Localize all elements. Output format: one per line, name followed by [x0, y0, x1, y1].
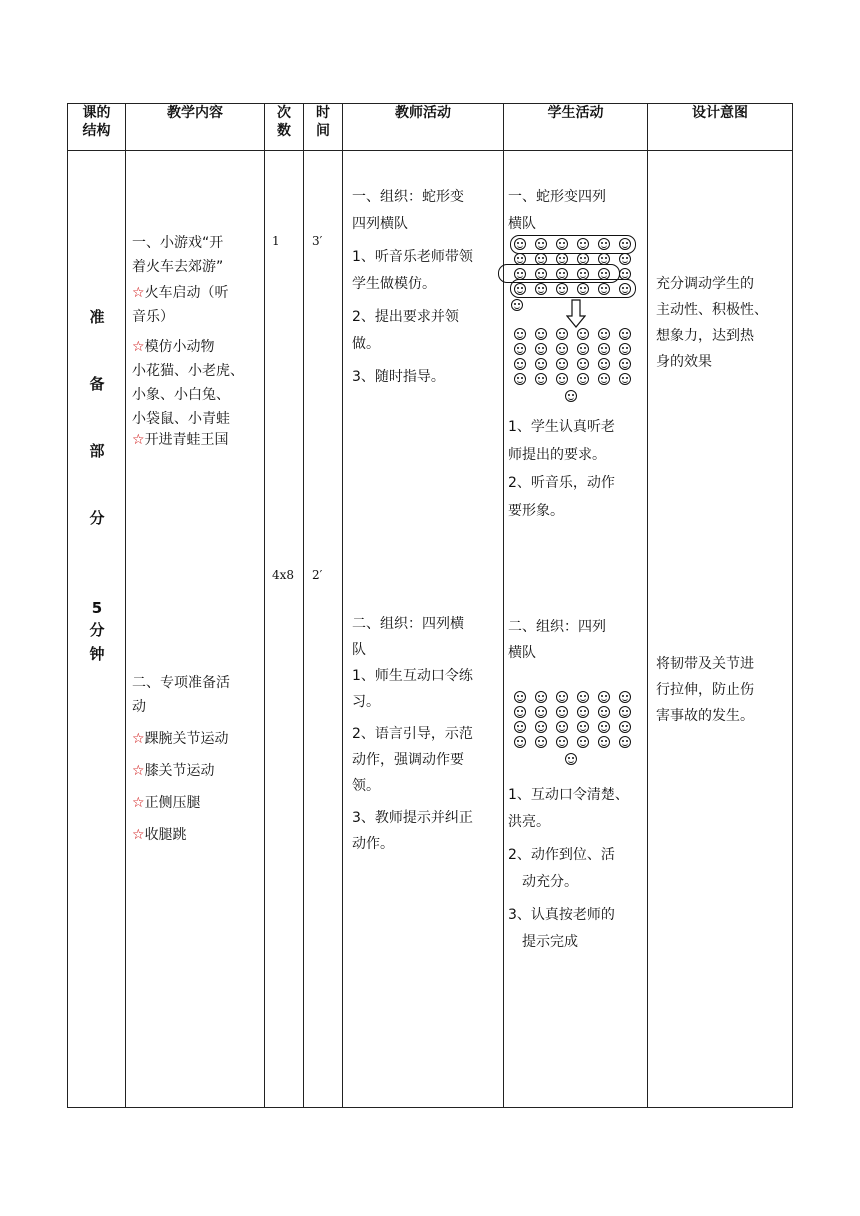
student-face-icon [535, 328, 547, 340]
design-line: 身的效果 [656, 354, 712, 370]
student-face-icon [556, 238, 568, 250]
design-line: 充分调动学生的 [656, 276, 754, 292]
student-face-icon [598, 706, 610, 718]
part1-item: 小袋鼠、小青蛙 [132, 411, 230, 427]
student-face-icon [535, 706, 547, 718]
structure-cell [68, 151, 126, 1108]
header-design: 设计意图 [648, 104, 793, 151]
teacher-item: 学生做模仿。 [352, 276, 436, 292]
content-cell [126, 151, 265, 1108]
student-face-icon [577, 343, 589, 355]
student-org: 二、组织：四列 [508, 619, 606, 635]
part1-title: 一、小游戏“开 [132, 235, 224, 251]
student-part1-items [508, 413, 648, 525]
student-face-icon [619, 253, 631, 265]
duration-number: 5 [91, 599, 103, 617]
four-row-faces [514, 691, 631, 748]
student-face-icon [619, 691, 631, 703]
count-value: 1 [272, 234, 280, 248]
student-cell [504, 151, 648, 1108]
teacher-item: 领。 [352, 778, 380, 794]
student-face-icon [598, 268, 610, 280]
student-face-icon [598, 253, 610, 265]
student-face-icon [598, 736, 610, 748]
student-face-icon [619, 358, 631, 370]
student-face-icon [556, 268, 568, 280]
header-row [68, 104, 793, 151]
student-face-icon [577, 358, 589, 370]
teacher-item: 动作，强调动作要 [352, 752, 464, 768]
teacher-cell [343, 151, 504, 1108]
student-face-icon [535, 691, 547, 703]
student-org: 一、蛇形变四列 [508, 189, 606, 205]
design-line: 想象力，达到热 [656, 328, 754, 344]
student-face-icon [556, 373, 568, 385]
structure-char: 备 [89, 375, 105, 393]
header-teacher: 教师活动 [343, 104, 504, 151]
content-part1 [132, 231, 264, 452]
part1-item: ☆开进青蛙王国 [132, 432, 229, 448]
student-face-icon [577, 706, 589, 718]
student-face-icon [577, 721, 589, 733]
student-face-icon [556, 253, 568, 265]
student-face-icon [535, 736, 547, 748]
part2-title: 二、专项准备活 [132, 675, 230, 691]
count-cell [265, 151, 304, 1108]
teacher-item: 动作。 [352, 836, 394, 852]
student-face-icon [556, 721, 568, 733]
part2-title: 动 [132, 699, 146, 715]
part1-title: 着火车去郊游” [132, 259, 224, 275]
teacher-item: 2、语言引导，示范 [352, 726, 473, 742]
student-face-icon [619, 706, 631, 718]
arrow-down-icon [566, 299, 586, 329]
teacher-face-icon [565, 753, 577, 765]
header-content: 教学内容 [126, 104, 265, 151]
student-face-icon [598, 358, 610, 370]
snake-faces [514, 238, 631, 295]
student-face-icon [556, 328, 568, 340]
header-time: 时间 [304, 104, 343, 151]
part1-item: 小花猫、小老虎、 [132, 363, 244, 379]
student-face-icon [577, 328, 589, 340]
student-part1-org [508, 184, 646, 238]
student-face-icon [514, 736, 526, 748]
teacher-org: 队 [352, 642, 366, 658]
time-value: 2′ [312, 568, 323, 582]
design-line: 将韧带及关节进 [656, 656, 754, 672]
part2-item: ☆收腿跳 [132, 827, 187, 843]
student-face-icon [577, 736, 589, 748]
time-cell [304, 151, 343, 1108]
student-face-icon [598, 691, 610, 703]
count-value: 4x8 [272, 568, 295, 582]
teacher-item: 1、师生互动口令练 [352, 668, 473, 684]
student-item: 1、互动口令清楚、 [508, 787, 629, 803]
student-face-icon [535, 238, 547, 250]
student-org: 横队 [508, 645, 536, 661]
student-face-icon [511, 299, 523, 311]
star-icon: ☆ [132, 763, 145, 779]
student-face-icon [598, 328, 610, 340]
student-part2-org [508, 614, 646, 666]
student-item: 要形象。 [508, 503, 564, 519]
prep-section-row [68, 151, 793, 1108]
student-org: 横队 [508, 216, 536, 232]
student-face-icon [619, 343, 631, 355]
structure-char: 部 [89, 442, 105, 460]
design-cell [648, 151, 793, 1108]
design-line: 主动性、积极性、 [656, 302, 768, 318]
student-face-icon [556, 706, 568, 718]
teacher-item: 3、教师提示并纠正 [352, 810, 473, 826]
student-face-icon [619, 238, 631, 250]
student-face-icon [619, 736, 631, 748]
teacher-org: 二、组织：四列横 [352, 616, 464, 632]
student-face-icon [514, 343, 526, 355]
teacher-org: 一、组织：蛇形变 [352, 189, 464, 205]
student-face-icon [535, 343, 547, 355]
four-row-formation-diagram [504, 691, 648, 771]
student-face-icon [556, 358, 568, 370]
student-part2-items [508, 782, 648, 956]
student-face-icon [514, 283, 526, 295]
student-face-icon [556, 343, 568, 355]
design-part1 [656, 271, 792, 375]
part1-item: ☆火车启动（听 [132, 285, 229, 301]
teacher-org: 四列横队 [352, 216, 408, 232]
star-icon: ☆ [132, 432, 145, 448]
student-face-icon [598, 721, 610, 733]
student-face-icon [514, 721, 526, 733]
structure-char: 分 [89, 509, 105, 527]
student-face-icon [577, 253, 589, 265]
student-face-icon [619, 268, 631, 280]
student-face-icon [619, 283, 631, 295]
student-item: 提示完成 [522, 934, 578, 950]
header-structure: 课的结构 [68, 104, 126, 151]
duration-char: 钟 [89, 645, 105, 663]
student-face-icon [577, 268, 589, 280]
header-count: 次数 [265, 104, 304, 151]
star-icon: ☆ [132, 827, 145, 843]
student-face-icon [577, 691, 589, 703]
student-face-icon [577, 238, 589, 250]
teacher-item: 3、随时指导。 [352, 369, 445, 385]
student-face-icon [556, 736, 568, 748]
student-item: 师提出的要求。 [508, 447, 606, 463]
lesson-plan-table [67, 103, 793, 1108]
student-face-icon [556, 691, 568, 703]
student-face-icon [514, 253, 526, 265]
student-face-icon [556, 283, 568, 295]
student-face-icon [535, 721, 547, 733]
teacher-face-icon [565, 390, 577, 402]
design-line: 行拉伸，防止伤 [656, 682, 754, 698]
student-face-icon [535, 283, 547, 295]
student-face-icon [619, 328, 631, 340]
student-face-icon [598, 238, 610, 250]
time-value: 3′ [312, 234, 323, 248]
student-face-icon [598, 283, 610, 295]
student-item: 动充分。 [522, 874, 578, 890]
design-line: 害事故的发生。 [656, 708, 754, 724]
content-part2 [132, 671, 264, 847]
student-item: 2、动作到位、活 [508, 847, 615, 863]
part1-item: 小象、小白兔、 [132, 387, 230, 403]
design-part2 [656, 651, 792, 729]
student-face-icon [514, 373, 526, 385]
student-face-icon [514, 328, 526, 340]
part2-item: ☆膝关节运动 [132, 763, 215, 779]
student-item: 2、听音乐，动作 [508, 475, 615, 491]
student-face-icon [514, 706, 526, 718]
student-face-icon [577, 373, 589, 385]
student-face-icon [514, 238, 526, 250]
teacher-item: 做。 [352, 336, 380, 352]
student-item: 3、认真按老师的 [508, 907, 615, 923]
student-face-icon [577, 283, 589, 295]
teacher-part2 [352, 611, 497, 857]
student-face-icon [619, 373, 631, 385]
student-face-icon [514, 268, 526, 280]
student-face-icon [535, 373, 547, 385]
student-item: 洪亮。 [508, 814, 550, 830]
teacher-item: 习。 [352, 694, 380, 710]
star-icon: ☆ [132, 795, 145, 811]
student-face-icon [514, 358, 526, 370]
student-face-icon [598, 373, 610, 385]
four-row-faces [514, 328, 631, 385]
star-icon: ☆ [132, 339, 145, 355]
teacher-item: 2、提出要求并领 [352, 309, 459, 325]
student-face-icon [535, 358, 547, 370]
teacher-item: 1、听音乐老师带领 [352, 249, 473, 265]
part1-item: 音乐） [132, 309, 174, 325]
part2-item: ☆踝腕关节运动 [132, 731, 229, 747]
student-face-icon [535, 268, 547, 280]
teacher-part1 [352, 184, 497, 391]
part2-item: ☆正侧压腿 [132, 795, 201, 811]
student-face-icon [535, 253, 547, 265]
student-face-icon [619, 721, 631, 733]
star-icon: ☆ [132, 731, 145, 747]
student-face-icon [514, 691, 526, 703]
star-icon: ☆ [132, 285, 145, 301]
part1-item: ☆模仿小动物 [132, 339, 215, 355]
structure-char: 准 [89, 308, 105, 326]
header-student: 学生活动 [504, 104, 648, 151]
duration-char: 分 [89, 621, 105, 639]
student-face-icon [598, 343, 610, 355]
student-item: 1、学生认真听老 [508, 419, 615, 435]
